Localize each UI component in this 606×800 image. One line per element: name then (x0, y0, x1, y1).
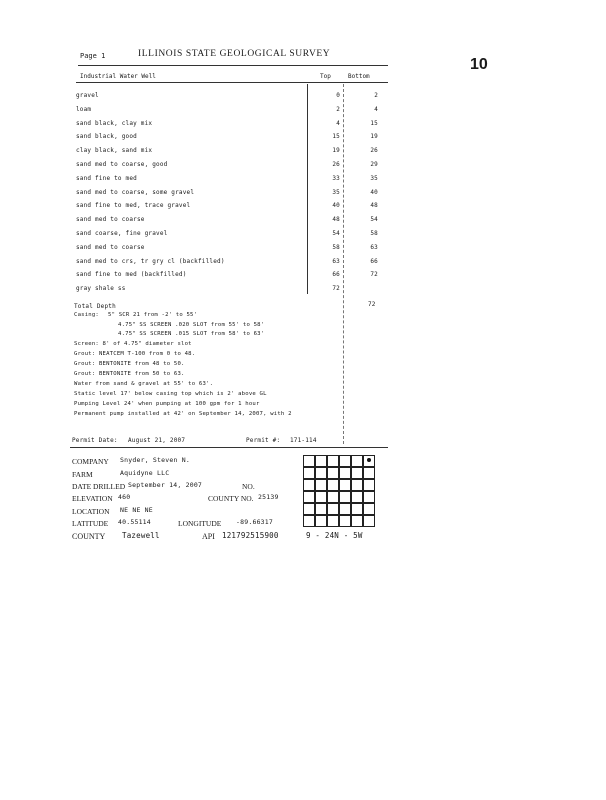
stratum-top: 4 (336, 119, 340, 127)
county-value: Tazewell (122, 531, 160, 540)
grid-cell (303, 467, 315, 479)
stratum-description: sand coarse, fine gravel (76, 230, 168, 237)
stratum-top: 54 (332, 230, 340, 237)
remark-line: Pumping Level 24' when pumping at 100 gpm for 1 hour (74, 401, 260, 407)
grid-cell (363, 479, 375, 491)
grid-cell (303, 491, 315, 503)
stratum-bottom: 72 (370, 271, 378, 279)
col-desc-heading: Industrial Water Well (80, 73, 156, 80)
stratum-bottom: 2 (374, 92, 378, 99)
location-label: LOCATION (72, 507, 110, 516)
grid-cell (339, 467, 351, 479)
remark-line: Grout: NEATCEM T-100 from 0 to 48. (74, 351, 196, 357)
page-label: Page 1 (80, 52, 106, 60)
grid-cell (363, 491, 375, 503)
stratum-top: 40 (332, 202, 340, 210)
stratum-top: 2 (336, 105, 340, 113)
grid-cell (303, 455, 315, 467)
grid-cell (339, 515, 351, 527)
grid-cell (315, 479, 327, 491)
grid-cell (339, 491, 351, 503)
grid-cell (303, 479, 315, 491)
grid-cell (351, 455, 363, 467)
grid-cell (315, 503, 327, 515)
stratum-description: sand black, good (76, 133, 137, 141)
stratum-bottom: 15 (370, 119, 378, 127)
grid-cell (315, 515, 327, 527)
stratum-description: gray shale ss (76, 285, 126, 293)
page-number: 10 (470, 56, 488, 73)
company-label: COMPANY (72, 457, 109, 466)
stratum-description: sand med to coarse (76, 243, 145, 251)
stratum-top: 48 (332, 216, 340, 224)
remark-line: Static level 17' below casing top which is 2' above GL (74, 391, 267, 397)
grid-cell (339, 503, 351, 515)
stratum-bottom: 66 (370, 257, 378, 265)
top-column-divider (307, 84, 308, 294)
stratum-top: 58 (332, 243, 340, 251)
grid-cell (315, 467, 327, 479)
stratum-bottom: 35 (370, 174, 378, 182)
grid-cell (315, 491, 327, 503)
latitude-label: LATITUDE (72, 519, 109, 528)
grid-cell (363, 515, 375, 527)
grid-cell (303, 503, 315, 515)
stratum-top: 0 (336, 92, 340, 99)
permit-date: August 21, 2007 (128, 437, 186, 444)
stratum-description: loam (76, 105, 92, 113)
col-bottom-heading: Bottom (348, 73, 370, 80)
grid-cell (351, 491, 363, 503)
county-label: COUNTY (72, 532, 106, 541)
grid-cell (351, 479, 363, 491)
remark-line: Grout: BENTONITE from 50 to 63. (74, 371, 185, 377)
permit-rule (70, 447, 388, 448)
elevation-value: 460 (118, 493, 131, 501)
stratum-description: sand med to coarse, good (76, 161, 168, 168)
header-rule (78, 65, 388, 66)
county-no-value: 25139 (258, 493, 279, 501)
grid-cell (315, 455, 327, 467)
stratum-bottom: 58 (370, 230, 378, 237)
stratum-bottom: 40 (370, 188, 378, 196)
grid-cell (303, 515, 315, 527)
stratum-bottom: 54 (370, 216, 378, 224)
grid-cell (339, 479, 351, 491)
survey-title: ILLINOIS STATE GEOLOGICAL SURVEY (138, 49, 331, 59)
remark-line: Water from sand & gravel at 55' to 63'. (74, 381, 214, 387)
farm-label: FARM (72, 470, 93, 479)
county-no-label: COUNTY NO. (208, 494, 254, 503)
grid-cell (363, 503, 375, 515)
stratum-top: 35 (332, 188, 340, 196)
stratum-description: sand med to crs, tr gry cl (backfilled) (76, 257, 225, 265)
casing-line: 5" SCR 21 from -2' to 55' (108, 312, 198, 318)
farm-value: Aquidyne LLC (120, 469, 170, 477)
elevation-label: ELEVATION (72, 494, 113, 503)
location-value: NE NE NE (120, 506, 153, 514)
grid-cell (351, 467, 363, 479)
stratum-bottom: 26 (370, 147, 378, 155)
stratum-top: 63 (332, 257, 340, 265)
stratum-top: 72 (332, 285, 340, 293)
stratum-description: sand med to coarse, some gravel (76, 188, 195, 196)
total-depth-label: Total Depth (74, 303, 116, 310)
stratum-description: sand fine to med (backfilled) (76, 271, 187, 279)
section-location-grid (303, 455, 375, 527)
grid-cell (327, 503, 339, 515)
stratum-top: 26 (332, 161, 340, 168)
stratum-bottom: 63 (370, 243, 378, 251)
permit-date-label: Permit Date: (72, 437, 118, 444)
stratum-description: sand fine to med (76, 174, 137, 182)
casing-line: 4.75" SS SCREEN .015 SLOT from 58' to 63' (118, 331, 265, 337)
company-value: Snyder, Steven N. (120, 456, 190, 464)
township-range: 9 - 24N - 5W (306, 531, 363, 540)
no-label: NO. (242, 482, 255, 491)
stratum-top: 15 (332, 133, 340, 141)
stratum-top: 33 (332, 174, 340, 182)
stratum-description: sand black, clay mix (76, 119, 153, 127)
stratum-bottom: 29 (370, 161, 378, 168)
date-drilled-value: September 14, 2007 (128, 481, 203, 489)
grid-cell (351, 503, 363, 515)
stratum-top: 19 (332, 147, 340, 155)
permit-number: 171-114 (290, 437, 317, 444)
stratum-top: 66 (332, 271, 340, 279)
stratum-description: gravel (76, 92, 99, 99)
longitude-value: -89.66317 (236, 518, 274, 526)
remark-line: Screen: 8' of 4.75" diameter slot (74, 341, 192, 347)
stratum-description: clay black, sand mix (76, 147, 153, 155)
casing-label: Casing: (74, 312, 99, 318)
date-drilled-label: DATE DRILLED (72, 482, 126, 491)
remark-line: Permanent pump installed at 42' on September 14, 2007, with 2 (74, 411, 292, 417)
col-top-heading: Top (320, 73, 331, 80)
grid-cell (327, 479, 339, 491)
grid-cell (351, 515, 363, 527)
total-depth-value: 72 (368, 301, 376, 308)
stratum-bottom: 4 (374, 105, 378, 113)
latitude-value: 40.55114 (118, 518, 151, 526)
grid-cell (327, 455, 339, 467)
longitude-label: LONGITUDE (178, 519, 222, 528)
column-heading-rule (76, 82, 388, 83)
api-label: API (202, 532, 215, 541)
stratum-description: sand med to coarse (76, 216, 145, 224)
remark-line: Grout: BENTONITE from 48 to 50. (74, 361, 185, 367)
grid-cell (327, 491, 339, 503)
permit-number-label: Permit #: (246, 437, 281, 444)
casing-line: 4.75" SS SCREEN .020 SLOT from 55' to 58' (118, 322, 265, 328)
grid-cell (327, 515, 339, 527)
well-location-mark (367, 458, 371, 462)
api-value: 121792515900 (222, 531, 279, 540)
stratum-description: sand fine to med, trace gravel (76, 202, 191, 210)
top-bottom-divider (343, 84, 344, 444)
grid-cell (327, 467, 339, 479)
stratum-bottom: 19 (370, 133, 378, 141)
stratum-bottom: 48 (370, 202, 378, 210)
grid-cell (363, 467, 375, 479)
grid-cell (339, 455, 351, 467)
